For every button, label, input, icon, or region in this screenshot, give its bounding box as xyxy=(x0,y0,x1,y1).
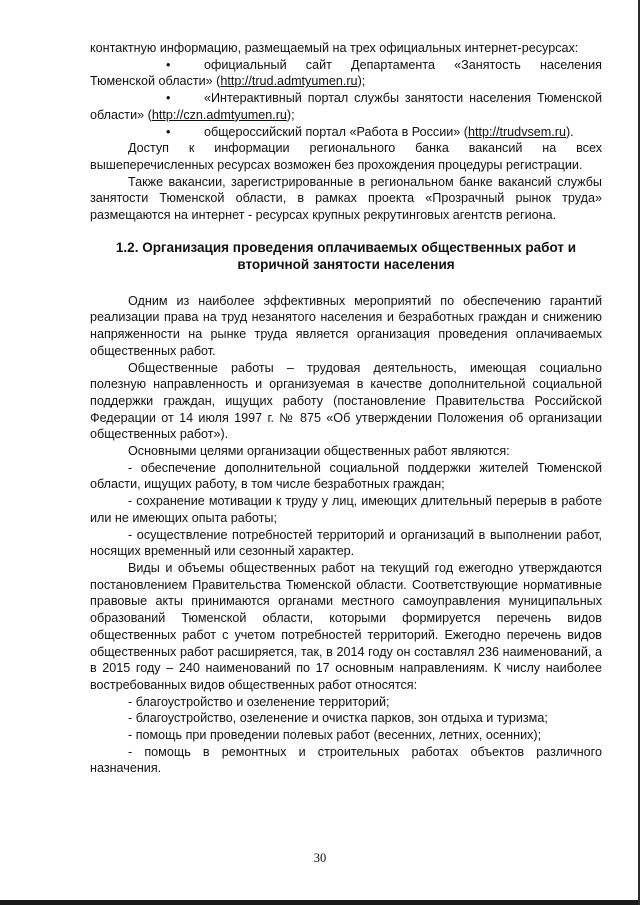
work-type-item: - помощь в ремонтных и строительных работах объектов различного назначения. xyxy=(90,744,602,776)
intro-paragraph: контактную информацию, размещаемый на трех официальных интернет-ресурсах: xyxy=(90,41,579,55)
document-body xyxy=(90,40,602,777)
access-paragraph: Доступ к информации регионального банка вакансий на всех вышеперечисленных ресурсах возможен без прохождения процедуры регистрации. xyxy=(90,141,602,172)
work-type-item: - благоустройство, озеленение и очистка парков, зон отдыха и туризма; xyxy=(128,711,548,726)
goal-item: - сохранение мотивации к труду у лиц, имеющих длительный перерыв в работе или не имеющих опыта работы; xyxy=(90,494,602,525)
types-paragraph: Виды и объемы общественных работ на текущий год ежегодно утверждаются постановлением Правительства Тюменской области. Соответствующие нормативные правовые акты принимаются органами местного самоуправления муниципальных образований Тюменской области, которыми формируется перечень видов общественных работ с учетом потребностей территорий. Ежегодно перечень видов общественных работ расширяется, так, в 2014 году он составлял 236 наименований, а в 2015 году – 240 наименований по 17 основным направлениям. К числу наиболее востребованных видов общественных работ относятся: xyxy=(90,560,602,692)
resource-link[interactable]: http://trudvsem.ru xyxy=(467,124,566,139)
goal-item: - обеспечение дополнительной социальной поддержки жителей Тюменской области, ищущих работу, в том числе безработных граждан; xyxy=(90,460,602,492)
section-heading: 1.2. Организация проведения оплачиваемых общественных работ и вторичной занятости населения xyxy=(115,239,577,272)
work-type-item: - благоустройство и озеленение территорий; xyxy=(128,694,390,709)
vacancies-paragraph: Также вакансии, зарегистрированные в региональном банке вакансий службы занятости Тюменской области, в рамках проекта «Прозрачный рынок труда» размещаются на интернет - ресурсах крупных рекрутинговых агентств региона. xyxy=(90,174,602,223)
bullet-icon: • xyxy=(166,57,171,72)
effective-paragraph: Одним из наиболее эффективных мероприятий по обеспечению гарантий реализации права на труд незанятого населения и безработных граждан и снижению напряженности на рынке труда является организация проведения оплачиваемых общественных работ. xyxy=(90,293,602,358)
page-number: 30 xyxy=(313,851,327,865)
goal-item: - осуществление потребностей территорий и организаций в выполнении работ, носящих временный или сезонный характер. xyxy=(90,527,602,559)
goals-paragraph: Основными целями организации общественных работ являются: xyxy=(128,444,510,459)
resource-link[interactable]: http://trud.admtyumen.ru xyxy=(220,74,358,89)
resource-item: • общероссийский портал «Работа в России» (http://trudvsem.ru). xyxy=(166,124,574,139)
resource-link[interactable]: http://czn.admtyumen.ru xyxy=(151,107,287,122)
definition-paragraph: Общественные работы – трудовая деятельность, имеющая социально полезную направленность и организуемая в качестве дополнительной социальной поддержки граждан, ищущих работу (постановление Правительства Российской Федерации от 14 июля 1997 г. № 875 «Об утверждении Положения об организации общественных работ»). xyxy=(90,360,602,442)
bullet-icon: • xyxy=(166,91,171,106)
resource-item: • «Интерактивный портал службы занятости населения Тюменской области» (http://czn.admtyumen.ru); xyxy=(90,91,602,122)
scan-edge-bottom xyxy=(0,900,640,905)
bullet-icon: • xyxy=(166,124,171,139)
resource-item: • официальный сайт Департамента «Занятость населения Тюменской области» (http://trud.admtyumen.ru); xyxy=(90,57,602,89)
work-type-item: - помощь при проведении полевых работ (весенних, летних, осенних); xyxy=(128,728,542,743)
